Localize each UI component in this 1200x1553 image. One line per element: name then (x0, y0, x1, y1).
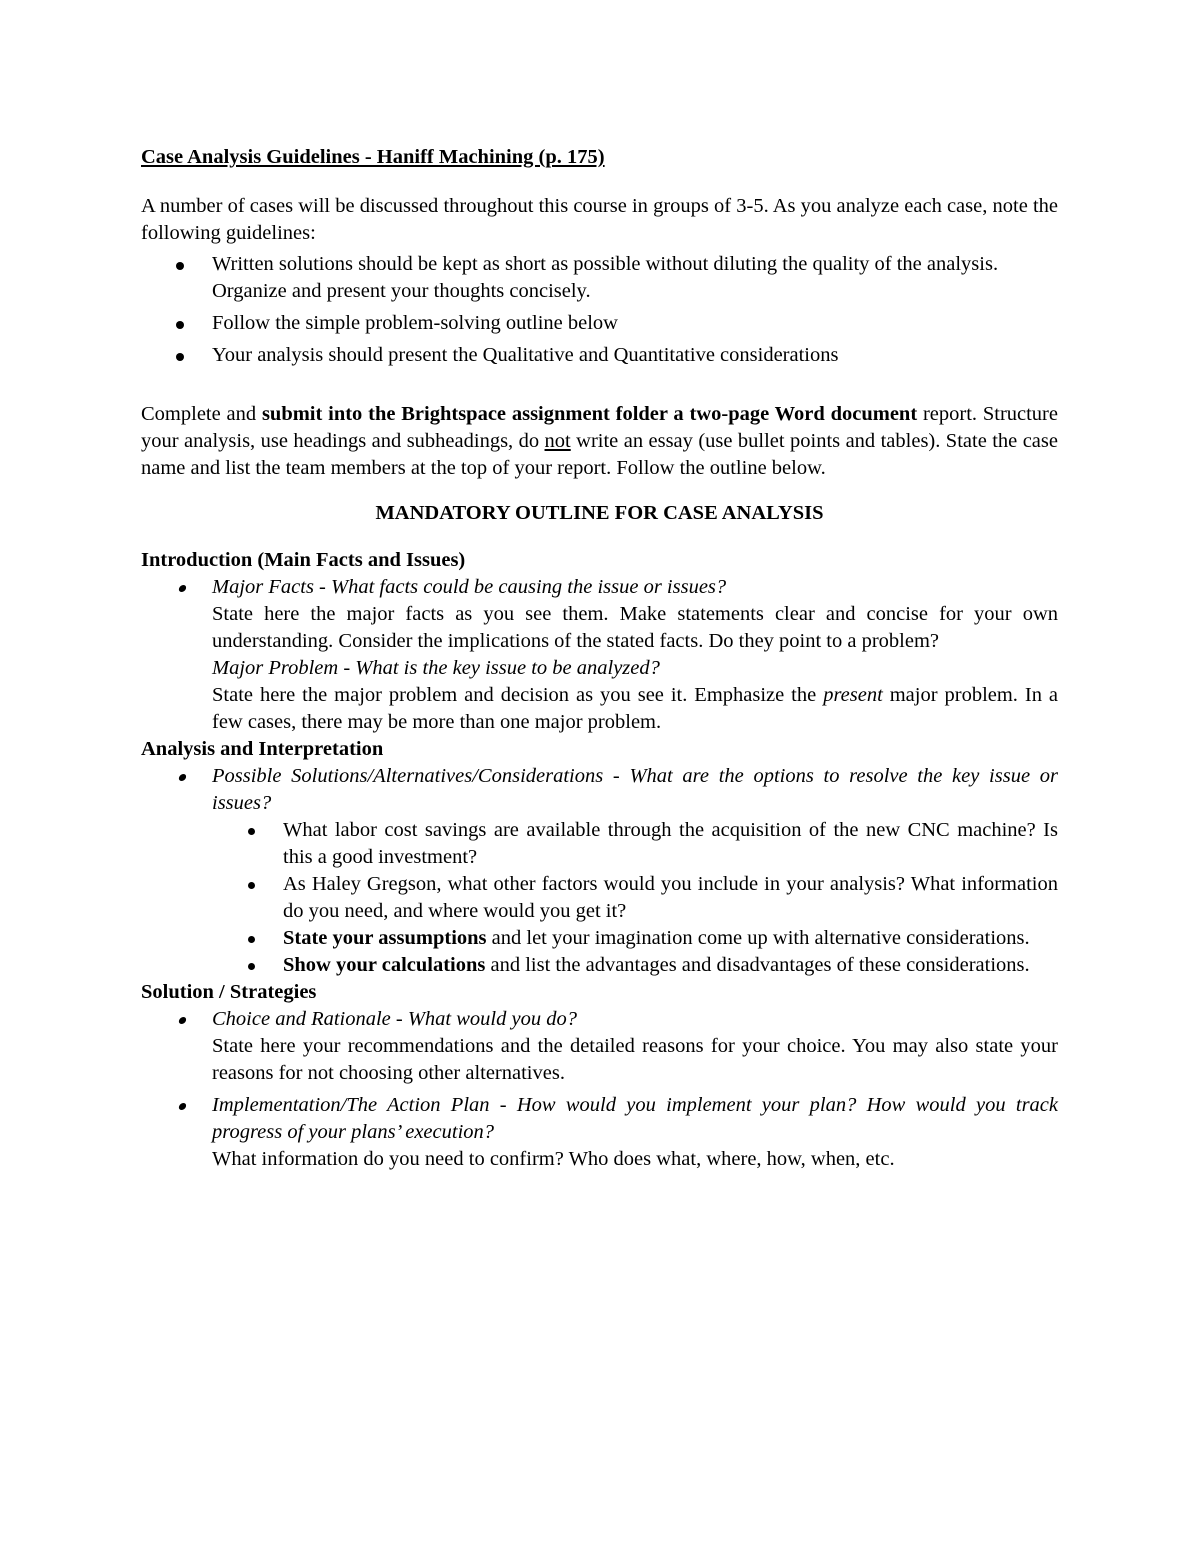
analysis-list (141, 763, 1058, 979)
list-item (141, 1006, 1058, 1087)
major-problem-text (212, 682, 1058, 736)
major-problem-text-b: major problem. In a few cases, there may be more than one major problem. (212, 684, 1059, 733)
submit-bold: submit into the Brightspace assignment folder a two-page Word document (261, 403, 918, 425)
outline-heading: MANDATORY OUTLINE FOR CASE ANALYSIS (375, 502, 824, 524)
list-item (212, 925, 1058, 952)
assumptions-rest: and let your imagination come up with alternative considerations. (486, 927, 1030, 949)
submit-rest2: write an essay (use bullet points and tables). State the case name and list the team members at the top of your report. Follow the outline below. (141, 430, 1058, 479)
solution-list (141, 1006, 1058, 1173)
list-item: Written solutions should be kept as short as possible without diluting the quality of the analysis. Organize and present your thoughts concisely. (141, 251, 1058, 305)
analysis-heading: Analysis and Interpretation (141, 738, 384, 760)
major-facts-label: Major Facts - What facts could be causing the issue or issues? (212, 576, 727, 598)
introduction-heading: Introduction (Main Facts and Issues) (141, 549, 466, 571)
submit-lead: Complete and (141, 403, 262, 425)
document-body (141, 144, 1058, 1173)
list-item: Follow the simple problem-solving outline below (141, 310, 1058, 337)
solution-heading: Solution / Strategies (141, 981, 317, 1003)
solutions-label: Possible Solutions/Alternatives/Considerations - What are the options to resolve the key issue or issues? (212, 765, 1058, 814)
introduction-list (141, 574, 1058, 736)
document-title: Case Analysis Guidelines - Haniff Machining (p. 175) (141, 146, 605, 168)
list-item (141, 1092, 1058, 1173)
choice-text: State here your recommendations and the detailed reasons for your choice. You may also state your reasons for not choosing other alternatives. (212, 1035, 1058, 1084)
major-facts-text: State here the major facts as you see them. Make statements clear and concise for your own understanding. Consider the implications of the stated facts. Do they point to a problem? (212, 603, 1058, 652)
list-item (212, 952, 1058, 979)
list-item (141, 574, 1058, 736)
guidelines-list (141, 251, 1058, 369)
list-item: As Haley Gregson, what other factors would you include in your analysis? What information do you need, and where would you get it? (212, 871, 1058, 925)
calculations-bold: Show your calculations (283, 954, 486, 976)
submit-underlined: not (544, 430, 571, 452)
submit-rest1: report. Structure your analysis, use headings and subheadings, do (141, 403, 1058, 452)
major-problem-emphasis: present (823, 684, 883, 706)
major-problem-label: Major Problem - What is the key issue to be analyzed? (212, 657, 660, 679)
choice-label: Choice and Rationale - What would you do? (212, 1008, 577, 1030)
list-item (141, 763, 1058, 979)
list-item: What labor cost savings are available through the acquisition of the new CNC machine? Is this a good investment? (212, 817, 1058, 871)
analysis-sub-list (212, 817, 1058, 979)
major-problem-text-a: State here the major problem and decision as you see it. Emphasize the (212, 684, 824, 706)
calculations-rest: and list the advantages and disadvantages of these considerations. (485, 954, 1030, 976)
assumptions-bold: State your assumptions (283, 927, 487, 949)
intro-paragraph: A number of cases will be discussed throughout this course in groups of 3-5. As you analyze each case, note the following guidelines: (141, 195, 1058, 244)
submit-paragraph (141, 401, 1058, 482)
list-item: Your analysis should present the Qualitative and Quantitative considerations (141, 342, 1058, 369)
implementation-text: What information do you need to confirm? Who does what, where, how, when, etc. (212, 1148, 895, 1170)
implementation-label: Implementation/The Action Plan - How would you implement your plan? How would you track progress of your plans’ execution? (212, 1094, 1058, 1143)
